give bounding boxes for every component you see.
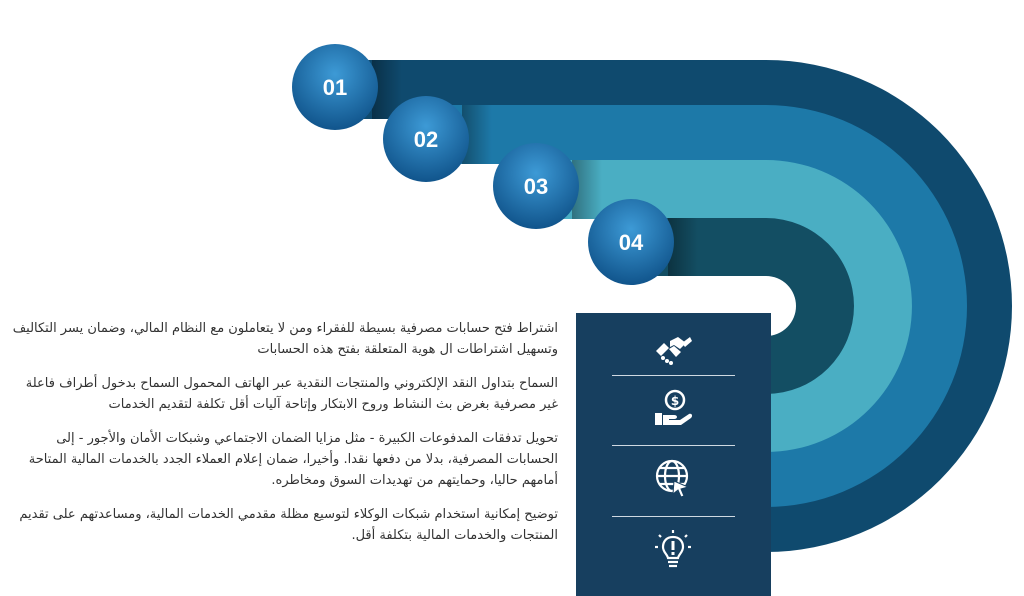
step-3-circle	[493, 143, 579, 229]
globe-icon	[652, 457, 694, 499]
step-4-circle	[588, 199, 674, 285]
description-2: السماح بتداول النقد الإلكتروني والمنتجات النقدية عبر الهاتف المحمول السماح بدخول أطراف فاعلة غير مصرفية بغرض بث النشاط وروح الابتكار وإتاحة آليات أقل تكلفة لتقديم الخدمات	[25, 376, 558, 412]
handshake-icon	[652, 327, 694, 369]
step-1-number: 01	[322, 75, 348, 100]
description-1: اشتراط فتح حسابات مصرفية بسيطة للفقراء ومن لا يتعاملون مع النظام المالي، وضمان يسر التكاليف وتسهيل اشتراطات ال هوية المتعلقة بفتح هذه الحسابات	[12, 321, 558, 357]
separator	[612, 445, 735, 446]
icon-panel	[576, 313, 771, 596]
lightbulb-icon	[652, 529, 694, 571]
description-4: توضيح إمكانية استخدام شبكات الوكلاء لتوسيع مظلة مقدمي الخدمات المالية، ومساعدتهم على تقديم المنتجات والخدمات المالية بتكلفة أقل.	[19, 507, 558, 543]
step-3-number: 03	[523, 174, 549, 199]
separator	[612, 516, 735, 517]
descriptions	[10, 318, 558, 559]
separator	[612, 375, 735, 376]
money-hand-icon	[652, 387, 694, 429]
step-2-circle	[383, 96, 469, 182]
step-1-circle	[292, 44, 378, 130]
svg-text:$: $	[670, 394, 680, 408]
step-4-number: 04	[618, 230, 644, 255]
description-3: تحويل تدفقات المدفوعات الكبيرة - مثل مزايا الضمان الاجتماعي وشبكات الأمان والأجور - إلى الحسابات المصرفية، بدلا من دفعها نقدا. وأخيرا، ضمان إعلام العملاء الجدد بالخدمات المالية المتاحة أمامهم حاليا، وحمايتهم من تهديدات السوق ومخاطره.	[28, 431, 558, 488]
step-2-number: 02	[413, 127, 439, 152]
